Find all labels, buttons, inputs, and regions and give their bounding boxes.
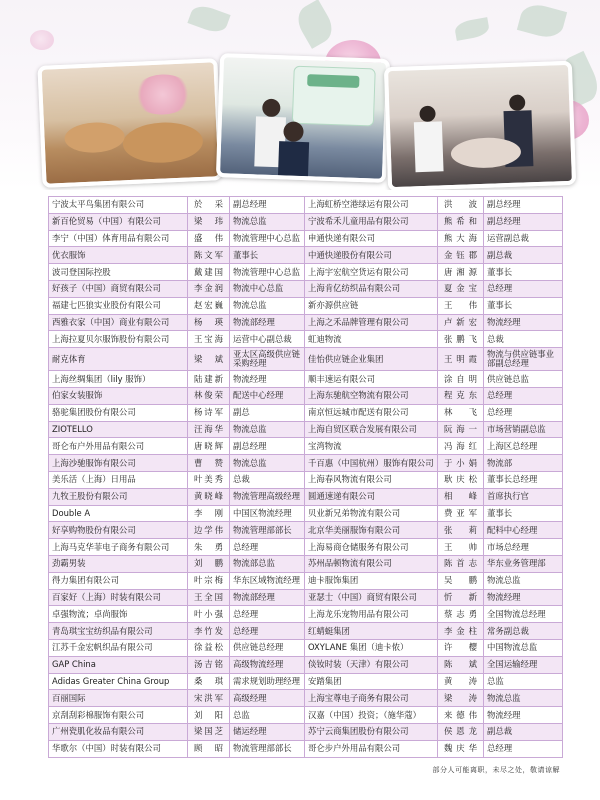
company-cell: 上海虹桥空港绿运有限公司: [305, 197, 438, 214]
company-cell: 红蜻蜓集团: [305, 623, 438, 640]
disclaimer-note: 部分人可能离职，未尽之处，敬请谅解: [432, 766, 560, 774]
title-cell: 董事长: [484, 297, 563, 314]
company-cell: 上海之禾品牌管理有限公司: [305, 314, 438, 331]
table-row: [49, 572, 563, 589]
name-cell: 王 帅: [438, 539, 484, 556]
name-cell: 唐湘源: [438, 264, 484, 281]
title-cell: 物流经理: [484, 314, 563, 331]
title-cell: 物流管理部部长: [230, 740, 305, 757]
title-cell: 副总裁: [484, 247, 563, 264]
title-cell: 中国区物流经理: [230, 505, 305, 522]
company-cell: 波司登国际控股: [49, 264, 188, 281]
name-cell: 李金润: [188, 280, 230, 297]
name-cell: 王全国: [188, 589, 230, 606]
title-cell: 物流管理中心总监: [230, 264, 305, 281]
company-cell: 优衣服饰: [49, 247, 188, 264]
title-cell: 总经理: [230, 623, 305, 640]
company-cell: 苏州品顿物流有限公司: [305, 555, 438, 572]
company-cell: 贝业新兄弟物流有限公司: [305, 505, 438, 522]
table-row: [49, 639, 563, 656]
company-cell: 亚瑟士（中国）商贸有限公司: [305, 589, 438, 606]
title-cell: 副总经理: [484, 213, 563, 230]
company-cell: 得力集团有限公司: [49, 572, 188, 589]
company-cell: 上海肯亿纺织品有限公司: [305, 280, 438, 297]
title-cell: 物流管理高级经理: [230, 488, 305, 505]
name-cell: 洪 波: [438, 197, 484, 214]
company-cell: 李宁（中国）体育用品有限公司: [49, 230, 188, 247]
company-cell: 倓钕时装（天津）有限公司: [305, 656, 438, 673]
company-cell: 福建七匹狼实业股份有限公司: [49, 297, 188, 314]
company-cell: 京刮刮彩棉服饰有限公司: [49, 707, 188, 724]
title-cell: 上海区总经理: [484, 438, 563, 455]
title-cell: 副总裁: [484, 723, 563, 740]
leaf-decoration: [517, 1, 567, 41]
title-cell: 总裁: [230, 471, 305, 488]
company-cell: 上海龙乐宠物用品有限公司: [305, 606, 438, 623]
title-cell: 物流总监: [230, 297, 305, 314]
table-row: [49, 331, 563, 348]
table-row: [49, 371, 563, 388]
leaf-decoration: [187, 2, 230, 36]
title-cell: 物流与供应链事业部副总经理: [484, 348, 563, 371]
company-cell: 骆驼集团股份有限公司: [49, 404, 188, 421]
table-row: [49, 522, 563, 539]
title-cell: 副总经理: [484, 197, 563, 214]
name-cell: 杨 瑛: [188, 314, 230, 331]
table-row: [49, 606, 563, 623]
name-cell: 顾 昭: [188, 740, 230, 757]
title-cell: 物流经理: [484, 707, 563, 724]
name-cell: 阮海一: [438, 421, 484, 438]
name-cell: 忻 新: [438, 589, 484, 606]
company-cell: 上海宇宏航空货运有限公司: [305, 264, 438, 281]
name-cell: 王 伟: [438, 297, 484, 314]
title-cell: 总裁: [484, 331, 563, 348]
name-cell: 熊希和: [438, 213, 484, 230]
table-row: [49, 740, 563, 757]
company-cell: 上海春风物流有限公司: [305, 471, 438, 488]
title-cell: 华东区域物流经理: [230, 572, 305, 589]
name-cell: 涂自明: [438, 371, 484, 388]
company-cell: 上海马克华菲电子商务有限公司: [49, 539, 188, 556]
leaf-decoration: [454, 17, 491, 41]
company-cell: Double A: [49, 505, 188, 522]
title-cell: 物流经理: [484, 589, 563, 606]
company-cell: 百丽国际: [49, 690, 188, 707]
company-cell: 江苏千金宏帆织品有限公司: [49, 639, 188, 656]
table-row: [49, 297, 563, 314]
company-cell: 西雅衣家（中国）商业有限公司: [49, 314, 188, 331]
name-cell: 耿庆松: [438, 471, 484, 488]
name-cell: 卢新宏: [438, 314, 484, 331]
title-cell: 总经理: [230, 539, 305, 556]
table-row: [49, 213, 563, 230]
title-cell: 亚太区高级供应链采购经理: [230, 348, 305, 371]
company-cell: 佳怡供应链企业集团: [305, 348, 438, 371]
event-photo-dinner: [384, 61, 576, 190]
table-row: [49, 404, 563, 421]
name-cell: 叶小强: [188, 606, 230, 623]
title-cell: 物流总监: [484, 572, 563, 589]
name-cell: 黄 涛: [438, 673, 484, 690]
name-cell: 王宝海: [188, 331, 230, 348]
table-row: [49, 488, 563, 505]
name-cell: 来德伟: [438, 707, 484, 724]
name-cell: 汤吉铭: [188, 656, 230, 673]
name-cell: 汪海华: [188, 421, 230, 438]
name-cell: 梁 涛: [438, 690, 484, 707]
title-cell: 董事长: [230, 247, 305, 264]
name-cell: 夏金宝: [438, 280, 484, 297]
name-cell: 戴建国: [188, 264, 230, 281]
event-photo-reception: [37, 58, 222, 188]
name-cell: 蔡志勇: [438, 606, 484, 623]
title-cell: 全国运输经理: [484, 656, 563, 673]
name-cell: 李 刚: [188, 505, 230, 522]
company-cell: 上海东驰航空物流有限公司: [305, 387, 438, 404]
name-cell: 桑 琪: [188, 673, 230, 690]
name-cell: 梁 斌: [188, 348, 230, 371]
name-cell: 林 飞: [438, 404, 484, 421]
table-row: [49, 314, 563, 331]
title-cell: 物流部总监: [230, 555, 305, 572]
company-cell: 上海宝尊电子商务有限公司: [305, 690, 438, 707]
title-cell: 总经理: [484, 387, 563, 404]
title-cell: 配料中心经理: [484, 522, 563, 539]
table-row: [49, 387, 563, 404]
title-cell: 物流中心总监: [230, 280, 305, 297]
company-cell: 上海拉夏贝尔服饰股份有限公司: [49, 331, 188, 348]
name-cell: 程 克 东: [438, 387, 484, 404]
company-cell: 安踏集团: [305, 673, 438, 690]
title-cell: 总经理: [230, 606, 305, 623]
title-cell: 运营副总裁: [484, 230, 563, 247]
company-cell: 青岛琪宝宝纺织品有限公司: [49, 623, 188, 640]
table-row: [49, 247, 563, 264]
company-cell: 哥仑步户外用品有限公司: [305, 740, 438, 757]
company-cell: 虹迪物流: [305, 331, 438, 348]
leaf-decoration: [292, 0, 338, 49]
name-cell: 吴 鹏: [438, 572, 484, 589]
title-cell: 高级物流经理: [230, 656, 305, 673]
company-cell: 宁波太平鸟集团有限公司: [49, 197, 188, 214]
title-cell: 物流管理部部长: [230, 522, 305, 539]
title-cell: 高级经理: [230, 690, 305, 707]
company-cell: 新百伦贸易（中国）有限公司: [49, 213, 188, 230]
name-cell: 刘 鹏: [188, 555, 230, 572]
rose-decoration: [30, 30, 54, 50]
name-cell: 金 钰 郡: [438, 247, 484, 264]
name-cell: 杨诗军: [188, 404, 230, 421]
title-cell: 供应链总监: [484, 371, 563, 388]
name-cell: 宋洪军: [188, 690, 230, 707]
table-row: [49, 455, 563, 472]
name-cell: 陆建新: [188, 371, 230, 388]
title-cell: 董事长: [484, 264, 563, 281]
name-cell: 魏庆华: [438, 740, 484, 757]
title-cell: 储运经理: [230, 723, 305, 740]
title-cell: 物流经理: [230, 371, 305, 388]
name-cell: 徐益松: [188, 639, 230, 656]
company-cell: 劲霸男装: [49, 555, 188, 572]
name-cell: 于小娟: [438, 455, 484, 472]
table-row: [49, 421, 563, 438]
name-cell: 张鹏飞: [438, 331, 484, 348]
title-cell: 总监: [230, 707, 305, 724]
name-cell: 刘 阳: [188, 707, 230, 724]
attendee-table-body: [49, 197, 563, 758]
title-cell: 首席执行官: [484, 488, 563, 505]
name-cell: 许 樱: [438, 639, 484, 656]
name-cell: 於 采: [188, 197, 230, 214]
name-cell: 张 莉: [438, 522, 484, 539]
title-cell: 供应链总经理: [230, 639, 305, 656]
table-row: [49, 197, 563, 214]
name-cell: 梁国芝: [188, 723, 230, 740]
company-cell: OXYLANE 集团（迪卡侬）: [305, 639, 438, 656]
table-row: [49, 589, 563, 606]
company-cell: 申通快递有限公司: [305, 230, 438, 247]
title-cell: 副总经理: [230, 197, 305, 214]
company-cell: 广州瓷肌化妆品有限公司: [49, 723, 188, 740]
title-cell: 副总: [230, 404, 305, 421]
name-cell: 陈首志: [438, 555, 484, 572]
name-cell: 李竹发: [188, 623, 230, 640]
company-cell: 耐克体育: [49, 348, 188, 371]
name-cell: 黄晓峰: [188, 488, 230, 505]
event-photo-booth: [216, 53, 390, 183]
name-cell: 侯恩龙: [438, 723, 484, 740]
table-row: [49, 280, 563, 297]
title-cell: 副总经理: [230, 438, 305, 455]
company-cell: 美乐活（上海）日用品: [49, 471, 188, 488]
table-row: [49, 438, 563, 455]
table-row: [49, 690, 563, 707]
name-cell: 熊大海: [438, 230, 484, 247]
company-cell: 好享购物股份有限公司: [49, 522, 188, 539]
name-cell: 边学伟: [188, 522, 230, 539]
name-cell: 曹 赞: [188, 455, 230, 472]
title-cell: 总经理: [484, 740, 563, 757]
title-cell: 需求规划助理经理: [230, 673, 305, 690]
title-cell: 市场总经理: [484, 539, 563, 556]
company-cell: 新亦源供应链: [305, 297, 438, 314]
title-cell: 总监: [484, 673, 563, 690]
company-cell: 中通快递股份有限公司: [305, 247, 438, 264]
name-cell: 叶美秀: [188, 471, 230, 488]
company-cell: 百家好（上海）时装有限公司: [49, 589, 188, 606]
company-cell: 好孩子（中国）商贸有限公司: [49, 280, 188, 297]
table-row: [49, 230, 563, 247]
attendee-table: [48, 196, 563, 758]
title-cell: 常务副总裁: [484, 623, 563, 640]
title-cell: 华东业务管理部: [484, 555, 563, 572]
company-cell: 上海丝绸集团（lily 服饰）: [49, 371, 188, 388]
name-cell: 李金柱: [438, 623, 484, 640]
company-cell: 上海自贸区联合发展有限公司: [305, 421, 438, 438]
name-cell: 林俊荣: [188, 387, 230, 404]
company-cell: 华歌尔（中国）时装有限公司: [49, 740, 188, 757]
title-cell: 物流管理中心总监: [230, 230, 305, 247]
table-row: [49, 348, 563, 371]
title-cell: 物流部经理: [230, 589, 305, 606]
company-cell: 哥仑布户外用品有限公司: [49, 438, 188, 455]
company-cell: ZIOTELLO: [49, 421, 188, 438]
title-cell: 物流总监: [484, 690, 563, 707]
name-cell: 盛 伟: [188, 230, 230, 247]
name-cell: 叶宗梅: [188, 572, 230, 589]
title-cell: 总经理: [484, 280, 563, 297]
title-cell: 物流总监: [230, 213, 305, 230]
name-cell: 唐晓辉: [188, 438, 230, 455]
title-cell: 物流总监: [230, 455, 305, 472]
name-cell: 朱 勇: [188, 539, 230, 556]
name-cell: 梁 玮: [188, 213, 230, 230]
name-cell: 陈 斌: [438, 656, 484, 673]
title-cell: 运营中心副总裁: [230, 331, 305, 348]
title-cell: 董事长总经理: [484, 471, 563, 488]
table-row: [49, 505, 563, 522]
name-cell: 费亚军: [438, 505, 484, 522]
name-cell: 相 峰: [438, 488, 484, 505]
company-cell: 顺丰速运有限公司: [305, 371, 438, 388]
company-cell: 伯家女装服饰: [49, 387, 188, 404]
company-cell: 上海易商仓储服务有限公司: [305, 539, 438, 556]
company-cell: 汉嘉（中国）投资；（施华蔻）: [305, 707, 438, 724]
title-cell: 市场营销副总监: [484, 421, 563, 438]
table-row: [49, 539, 563, 556]
table-row: [49, 264, 563, 281]
title-cell: 物流总监: [230, 421, 305, 438]
company-cell: 南京恒远城市配送有限公司: [305, 404, 438, 421]
company-cell: 九牧王股份有限公司: [49, 488, 188, 505]
table-row: [49, 623, 563, 640]
title-cell: 董事长: [484, 505, 563, 522]
title-cell: 物流部经理: [230, 314, 305, 331]
table-row: [49, 656, 563, 673]
name-cell: 赵宏巍: [188, 297, 230, 314]
company-cell: 千百惠（中国杭州）服饰有限公司: [305, 455, 438, 472]
name-cell: 王明霞: [438, 348, 484, 371]
company-cell: 圆通速递有限公司: [305, 488, 438, 505]
company-cell: 宝湾物流: [305, 438, 438, 455]
company-cell: 上海沙驰服饰有限公司: [49, 455, 188, 472]
company-cell: 宁波希禾儿童用品有限公司: [305, 213, 438, 230]
name-cell: 冯海红: [438, 438, 484, 455]
company-cell: GAP China: [49, 656, 188, 673]
table-row: [49, 707, 563, 724]
table-row: [49, 723, 563, 740]
title-cell: 配送中心经理: [230, 387, 305, 404]
company-cell: 苏宁云商集团股份有限公司: [305, 723, 438, 740]
title-cell: 全国物流总经理: [484, 606, 563, 623]
attendee-table-wrapper: [48, 196, 562, 758]
header-banner: [0, 0, 600, 190]
company-cell: 迪卡服饰集团: [305, 572, 438, 589]
title-cell: 物流部: [484, 455, 563, 472]
company-cell: 卓强物流；卓尚服饰: [49, 606, 188, 623]
name-cell: 陈文军: [188, 247, 230, 264]
company-cell: 北京华美丽服饰有限公司: [305, 522, 438, 539]
title-cell: 中国物流总监: [484, 639, 563, 656]
company-cell: Adidas Greater China Group: [49, 673, 188, 690]
table-row: [49, 471, 563, 488]
title-cell: 总经理: [484, 404, 563, 421]
table-row: [49, 673, 563, 690]
table-row: [49, 555, 563, 572]
